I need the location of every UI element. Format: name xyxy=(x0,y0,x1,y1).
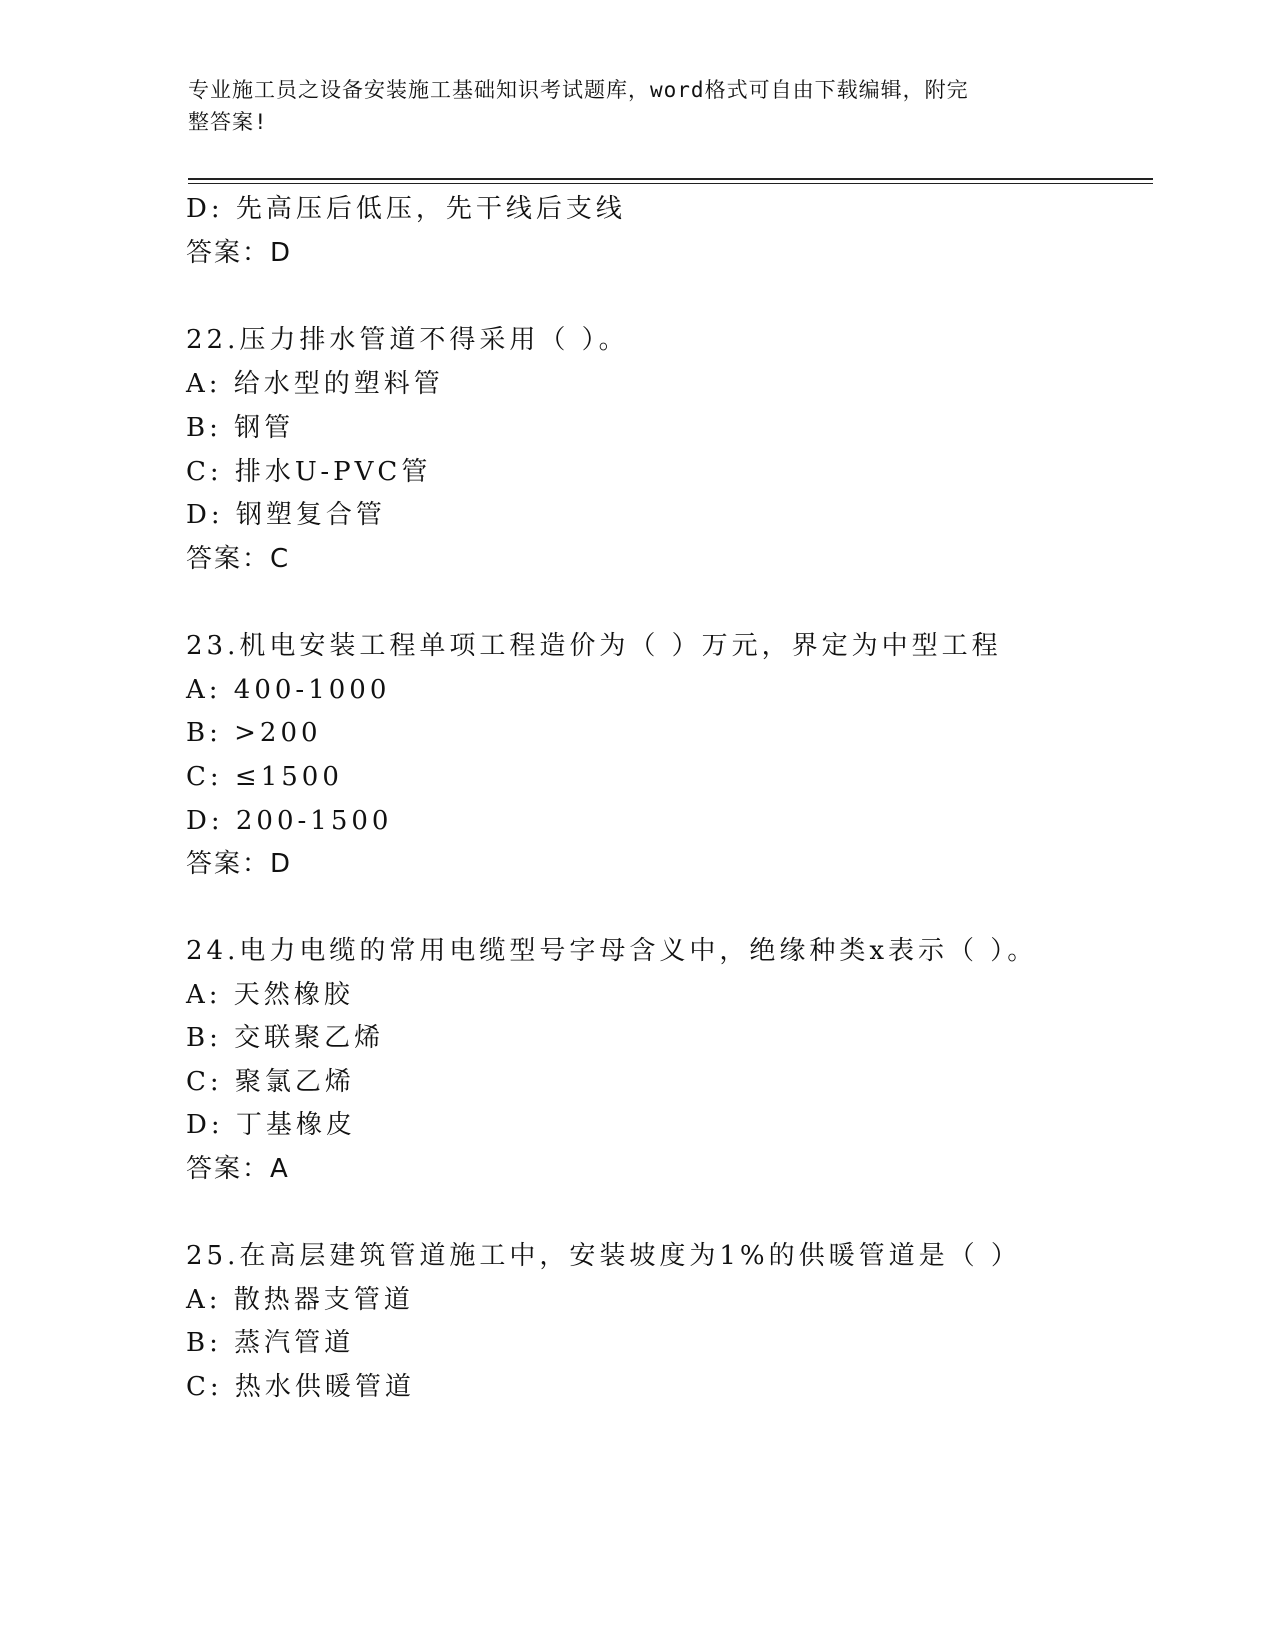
header-divider-thick xyxy=(188,178,1153,180)
question-22-option-b: B: 钢管 xyxy=(186,413,295,443)
question-25-option-b: B: 蒸汽管道 xyxy=(186,1328,355,1358)
question-22-option-d: D: 钢塑复合管 xyxy=(186,500,386,530)
header-line-2: 整答案! xyxy=(188,110,268,134)
question-22-option-a: A: 给水型的塑料管 xyxy=(186,369,444,399)
question-24-option-c: C: 聚氯乙烯 xyxy=(186,1067,355,1097)
question-23-stem: 23.机电安装工程单项工程造价为（ ）万元，界定为中型工程 xyxy=(186,631,1002,661)
question-22-stem: 22.压力排水管道不得采用（ ）。 xyxy=(186,325,629,355)
question-23-answer: 答案：D xyxy=(186,849,293,879)
question-24-answer: 答案：A xyxy=(186,1154,290,1184)
question-22-answer: 答案：C xyxy=(186,544,291,574)
question-25-option-c: C: 热水供暖管道 xyxy=(186,1372,415,1402)
question-24-option-d: D: 丁基橡皮 xyxy=(186,1110,356,1140)
prev-answer: 答案：D xyxy=(186,238,293,268)
question-23-option-a: A: 400-1000 xyxy=(186,675,391,705)
question-24-stem: 24.电力电缆的常用电缆型号字母含义中，绝缘种类x表示（ ）。 xyxy=(186,936,1038,966)
question-24-option-a: A: 天然橡胶 xyxy=(186,980,354,1010)
header-line-1: 专业施工员之设备安装施工基础知识考试题库，word格式可自由下载编辑，附完 xyxy=(188,78,969,102)
question-24-option-b: B: 交联聚乙烯 xyxy=(186,1023,385,1053)
question-25-stem: 25.在高层建筑管道施工中，安装坡度为1%的供暖管道是（ ） xyxy=(186,1241,1021,1271)
prev-option-d: D: 先高压后低压，先干线后支线 xyxy=(186,194,626,224)
header-divider-thin xyxy=(188,183,1153,184)
question-23-option-d: D: 200-1500 xyxy=(186,806,393,836)
question-22-option-c: C: 排水U-PVC管 xyxy=(186,457,432,487)
document-header xyxy=(188,74,1068,138)
question-23-option-b: B: >200 xyxy=(186,718,322,748)
question-25-option-a: A: 散热器支管道 xyxy=(186,1285,414,1315)
question-23-option-c: C: ≤1500 xyxy=(186,762,343,792)
